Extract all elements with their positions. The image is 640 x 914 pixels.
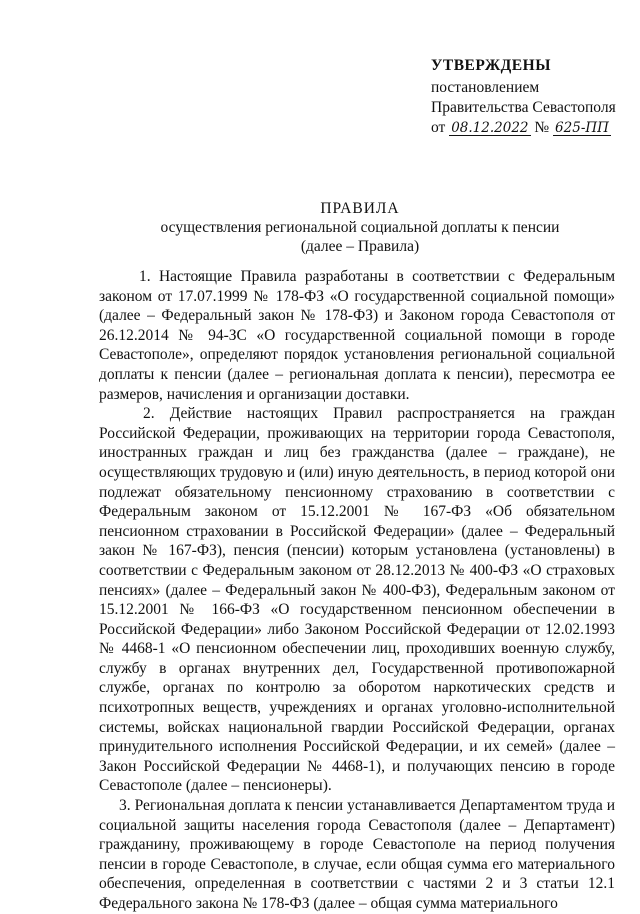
paragraph-2: 2. Действие настоящих Правил распространяется на граждан Российской Федерации, проживающих на территории города Севастополя, иностранных граждан и лиц без гражданства (далее – граждане), не осуществляющих трудовую и (или) иную деятельность, в период которой они подлежат обязательному пенсионному страхованию в соответствии с Федеральным законом от 15.12.2001 № 167-ФЗ «Об обязательном пенсионном страховании в Российской Федерации» (далее – Федеральный закон № 167-ФЗ), пенсия (пенсии) которым установлена (установлены) в соответствии с Федеральным законом от 28.12.2013 № 400-ФЗ «О страховых пенсиях» (далее – Федеральный закон № 400-ФЗ), Федеральным законом от 15.12.2001 № 166-ФЗ «О государственном пенсионном обеспечении в Российской Федерации» либо Законом Российской Федерации от 12.02.1993 № 4468-1 «О пенсионном обеспечении лиц, проходивших военную службу, службу в органах внутренних дел, Государственной противопожарной службе, органах по контролю за оборотом наркотических средств и психотропных веществ, учреждениях и органах уголовно-исполнительной системы, войсках национальной гвардии Российской Федерации, органах принудительного исполнения Российской Федерации, и их семей» (далее – Закон Российской Федерации № 4468-1), и получающих пенсию в городе Севастополе (далее – пенсионеры).	[99, 405, 615, 795]
approval-line-government: Правительства Севастополя	[431, 99, 616, 116]
document-abbreviation: (далее – Правила)	[300, 238, 420, 255]
approval-block	[431, 56, 631, 138]
document-title: ПРАВИЛА	[320, 200, 400, 217]
date-prefix: от	[431, 119, 446, 136]
approval-date-line	[431, 118, 631, 138]
body-text	[99, 267, 615, 914]
paragraph-1: 1. Настоящие Правила разработаны в соответствии с Федеральным законом от 17.07.1999 № 178-ФЗ «О государственной социальной помощи» (далее – Федеральный закон № 178-ФЗ) и Законом города Севастополя от 26.12.2014 № 94-ЗС «О государственной социальной помощи в городе Севастополе», определяют порядок установления региональной социальной доплаты к пенсии (далее – региональная доплата к пенсии), пересмотра ее размеров, начисления и организации доставки.	[99, 268, 615, 403]
approval-heading: УТВЕРЖДЕНЫ	[431, 57, 551, 74]
number-prefix: №	[534, 119, 550, 136]
document-subtitle: осуществления региональной социальной доплаты к пенсии	[160, 219, 560, 236]
approval-line-resolution: постановлением	[431, 79, 540, 96]
handwritten-number: 625-ПП	[555, 120, 609, 136]
title-block	[100, 199, 620, 256]
handwritten-date: 08.12.2022	[451, 120, 529, 136]
paragraph-3: 3. Региональная доплата к пенсии устанавливается Департаментом труда и социальной защиты населения города Севастополя (далее – Департамент) гражданину, проживающему в городе Севастополе на период получения пенсии в городе Севастополе, в случае, если общая сумма его материального обеспечения, определенная в соответствии с частями 2 и 3 статьи 12.1 Федерального закона № 178-ФЗ (далее – общая сумма материального	[99, 797, 615, 912]
